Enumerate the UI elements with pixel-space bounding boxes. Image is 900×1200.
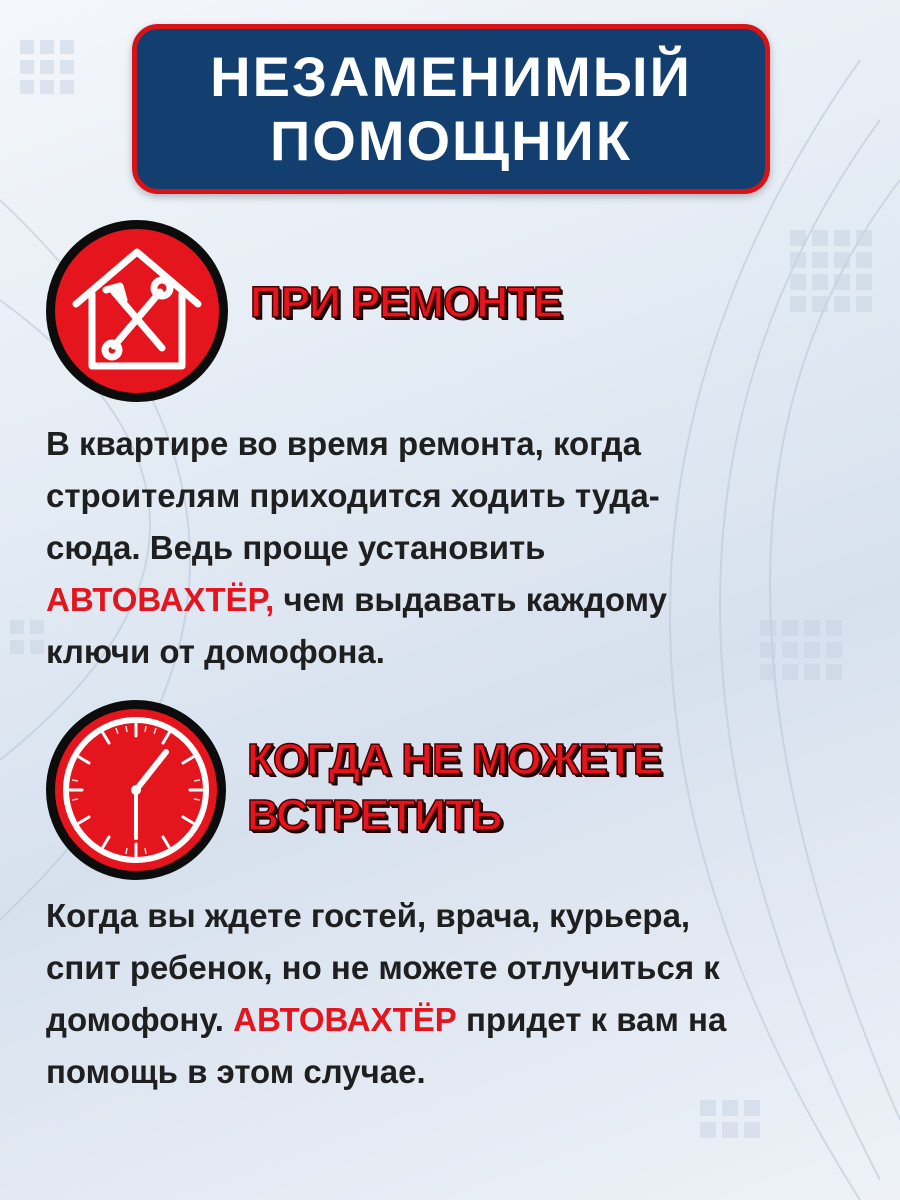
brand-name: АВТОВАХТЁР bbox=[233, 1001, 457, 1038]
text-line-with-brand bbox=[46, 574, 866, 626]
text-fragment: домофону. bbox=[46, 1001, 234, 1038]
title-line-1: НЕЗАМЕНИМЫЙ bbox=[210, 45, 692, 108]
heading-line: ПРИ РЕМОНТЕ bbox=[250, 278, 562, 327]
text-line-with-brand bbox=[46, 994, 866, 1046]
section-heading-repair bbox=[250, 275, 561, 331]
text-line: Когда вы ждете гостей, врача, курьера, bbox=[46, 897, 691, 934]
text-fragment: придет к вам на bbox=[456, 1001, 727, 1038]
text-line: В квартире во время ремонта, когда bbox=[46, 425, 641, 462]
heading-line: КОГДА НЕ МОЖЕТЕ bbox=[247, 735, 662, 784]
brand-name: АВТОВАХТЁР, bbox=[46, 581, 275, 618]
title-line-2: ПОМОЩНИК bbox=[270, 109, 632, 172]
text-fragment: чем выдавать каждому bbox=[274, 581, 667, 618]
text-line: помощь в этом случае. bbox=[46, 1053, 426, 1090]
meet-description bbox=[46, 890, 866, 1098]
text-line: сюда. Ведь проще установить bbox=[46, 529, 546, 566]
house-tools-icon bbox=[46, 220, 228, 402]
text-line: спит ребенок, но не можете отлучиться к bbox=[46, 949, 720, 986]
heading-line: ВСТРЕТИТЬ bbox=[247, 791, 502, 840]
title-banner bbox=[132, 24, 770, 194]
text-line: строителям приходится ходить туда- bbox=[46, 477, 660, 514]
text-line: ключи от домофона. bbox=[46, 633, 385, 670]
repair-description bbox=[46, 418, 866, 678]
section-heading-meet bbox=[247, 732, 661, 844]
clock-icon bbox=[46, 700, 226, 880]
